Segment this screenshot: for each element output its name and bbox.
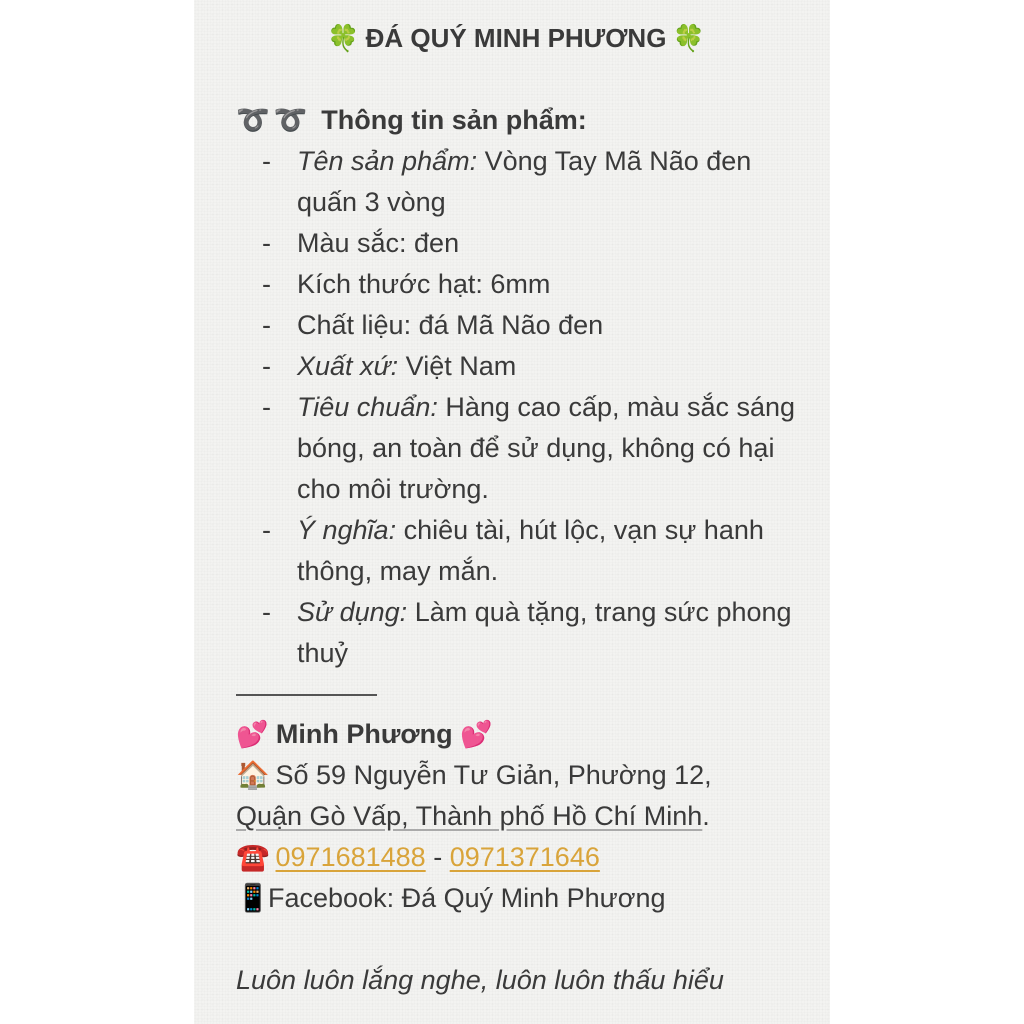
hearts-icon: 💕 — [460, 719, 493, 749]
item-key: Xuất xứ: — [297, 351, 399, 381]
address-line1: Số 59 Nguyễn Tư Giản, Phường 12, — [275, 760, 712, 790]
product-info-heading — [236, 100, 796, 141]
list-item — [236, 387, 796, 510]
address-line — [236, 796, 796, 837]
loop-icon: ➰➰ — [236, 105, 312, 135]
telephone-icon: ☎️ — [236, 842, 270, 872]
dash: - — [262, 515, 271, 545]
item-value: Kích thước hạt: 6mm — [297, 269, 551, 299]
address-end: . — [702, 801, 710, 831]
phone-link-2[interactable]: 0971371646 — [449, 842, 600, 872]
phone-link-1[interactable]: 0971681488 — [275, 842, 426, 872]
dash: - — [262, 597, 271, 627]
item-value: Vòng Tay Mã Não đen quấn 3 vòng — [297, 146, 752, 217]
list-item — [236, 141, 796, 223]
item-value: Màu sắc: đen — [297, 228, 460, 258]
contact-name-text: Minh Phương — [275, 719, 453, 749]
list-item — [236, 264, 796, 305]
facebook-text: Facebook: Đá Quý Minh Phương — [268, 883, 666, 913]
list-item — [236, 305, 796, 346]
contact-name — [236, 714, 796, 755]
house-icon: 🏠 — [236, 760, 270, 790]
list-item — [236, 592, 796, 674]
page-title — [236, 18, 796, 59]
list-item — [236, 346, 796, 387]
note-page — [194, 0, 830, 1024]
item-value: Việt Nam — [398, 351, 517, 381]
dash: - — [262, 146, 271, 176]
heading-text: Thông tin sản phẩm: — [321, 105, 587, 135]
spacer — [236, 59, 796, 100]
phone-line — [236, 837, 796, 878]
slogan: Luôn luôn lắng nghe, luôn luôn thấu hiểu — [236, 965, 724, 995]
item-value: chiêu tài, hút lộc, vạn sự hanh thông, may mắn. — [297, 515, 764, 586]
hearts-icon: 💕 — [236, 719, 269, 749]
note-content — [236, 18, 796, 1001]
item-key: Tên sản phẩm: — [297, 146, 478, 176]
dash: - — [262, 351, 271, 381]
dash: - — [262, 392, 271, 422]
item-value: Hàng cao cấp, màu sắc sáng bóng, an toàn để sử dụng, không có hại cho môi trường. — [297, 392, 796, 504]
product-info-list — [236, 141, 796, 674]
dash: - — [262, 310, 271, 340]
list-item — [236, 223, 796, 264]
address-link[interactable]: Quận Gò Vấp, Thành phố Hồ Chí Minh — [236, 801, 703, 831]
item-value: Chất liệu: đá Mã Não đen — [297, 310, 604, 340]
phone-separator: - — [425, 842, 450, 872]
clover-icon: 🍀 — [327, 23, 360, 53]
item-key: Ý nghĩa: — [297, 515, 397, 545]
facebook-line — [236, 878, 796, 919]
clover-icon: 🍀 — [672, 23, 705, 53]
divider — [236, 694, 377, 696]
mobile-phone-icon: 📱 — [236, 883, 270, 913]
spacer — [236, 919, 796, 960]
item-key: Sử dụng: — [297, 597, 408, 627]
list-item — [236, 510, 796, 592]
title-text: ĐÁ QUÝ MINH PHƯƠNG — [365, 23, 667, 53]
address-line — [236, 755, 796, 796]
dash: - — [262, 269, 271, 299]
item-value: Làm quà tặng, trang sức phong thuỷ — [297, 597, 792, 668]
item-key: Tiêu chuẩn: — [297, 392, 438, 422]
dash: - — [262, 228, 271, 258]
